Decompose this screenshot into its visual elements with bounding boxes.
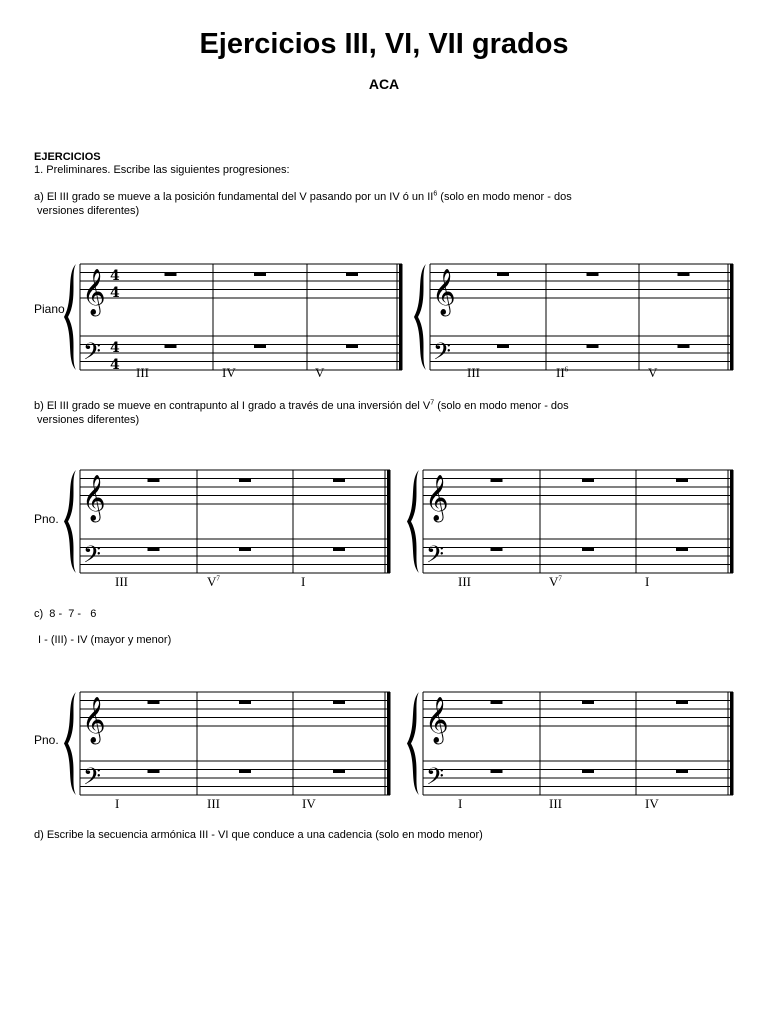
degree-label: V — [648, 365, 658, 380]
exercise-a-text-part2: (solo en modo menor - dos — [437, 191, 572, 203]
degree-label: I — [645, 574, 650, 589]
whole-rest — [165, 273, 177, 277]
bass-clef-icon: 𝄢 — [433, 337, 452, 371]
whole-rest — [676, 701, 688, 705]
whole-rest — [491, 548, 503, 552]
final-barline — [387, 692, 391, 795]
degree-label: I — [458, 796, 463, 811]
bass-clef-icon: 𝄢 — [426, 762, 445, 796]
degree-label: III — [458, 574, 471, 589]
degree-label: III — [549, 796, 562, 811]
whole-rest — [333, 479, 345, 483]
final-barline — [387, 470, 391, 573]
whole-rest — [676, 770, 688, 774]
brace — [407, 470, 419, 573]
exercise-b-text-sup: 7 — [430, 399, 435, 407]
exercise-a-text-sup: 6 — [433, 190, 438, 198]
whole-rest — [678, 345, 690, 349]
whole-rest — [333, 770, 345, 774]
degree-label: I — [115, 796, 120, 811]
degree-label: III — [115, 574, 128, 589]
treble-clef-icon: 𝄞 — [425, 697, 449, 743]
time-signature: 4 — [110, 340, 120, 356]
degree-label: III — [467, 365, 480, 380]
exercise-b-text-part2: (solo en modo menor - dos — [434, 400, 569, 412]
bass-clef-icon: 𝄢 — [83, 762, 102, 796]
time-signature: 4 — [110, 285, 120, 301]
whole-rest — [254, 345, 266, 349]
exercise-b-text-part1: b) El III grado se mueve en contrapunto al I grado a través de una inversión del V — [34, 400, 431, 412]
whole-rest — [148, 770, 160, 774]
whole-rest — [239, 479, 251, 483]
page-subtitle: ACA — [368, 76, 400, 92]
whole-rest — [491, 770, 503, 774]
final-barline — [399, 264, 403, 370]
whole-rest — [239, 770, 251, 774]
exercise-a-text-part1: a) El III grado se mueve a la posición fundamental del V pasando por un IV ó un II — [34, 191, 434, 203]
degree-label-sup: 7 — [558, 574, 562, 583]
treble-clef-icon: 𝄞 — [432, 269, 456, 315]
intro-line: 1. Preliminares. Escribe las siguientes progresiones: — [34, 164, 290, 176]
exercise-d-text: d) Escribe la secuencia armónica III - VI que conduce a una cadencia (solo en modo menor) — [34, 829, 483, 841]
treble-clef-icon: 𝄞 — [82, 269, 106, 315]
exercise-c-text-line2: I - (III) - IV (mayor y menor) — [38, 634, 172, 646]
treble-clef-icon: 𝄞 — [82, 697, 106, 743]
whole-rest — [497, 273, 509, 277]
whole-rest — [491, 701, 503, 705]
whole-rest — [239, 548, 251, 552]
exercise-c-text: c) 8 - 7 - 6 — [34, 608, 97, 620]
instrument-label-b: Pno. — [34, 512, 59, 526]
treble-clef-icon: 𝄞 — [82, 475, 106, 521]
brace — [64, 470, 76, 573]
degree-label: $II^6$ — [556, 365, 569, 380]
whole-rest — [676, 479, 688, 483]
degree-label: IV — [222, 365, 236, 380]
exercise-b-text-line2: versiones diferentes) — [34, 414, 140, 426]
brace — [407, 692, 419, 795]
whole-rest — [587, 273, 599, 277]
whole-rest — [165, 345, 177, 349]
whole-rest — [676, 548, 688, 552]
degree-label: III — [136, 365, 149, 380]
instrument-label-c: Pno. — [34, 733, 59, 747]
whole-rest — [587, 345, 599, 349]
degree-label-sup: 6 — [564, 365, 569, 374]
degree-label: III — [207, 796, 220, 811]
whole-rest — [582, 548, 594, 552]
bass-clef-icon: 𝄢 — [426, 540, 445, 574]
brace — [414, 264, 426, 370]
whole-rest — [497, 345, 509, 349]
whole-rest — [582, 701, 594, 705]
whole-rest — [333, 548, 345, 552]
final-barline — [730, 264, 734, 370]
whole-rest — [346, 345, 358, 349]
whole-rest — [239, 701, 251, 705]
whole-rest — [148, 548, 160, 552]
section-heading: EJERCICIOS — [34, 151, 101, 163]
whole-rest — [491, 479, 503, 483]
instrument-label-a: Piano — [34, 302, 65, 316]
page-title: Ejercicios III, VI, VII grados — [199, 28, 569, 60]
whole-rest — [148, 701, 160, 705]
exercise-a-text-line2: versiones diferentes) — [34, 205, 140, 217]
final-barline — [730, 470, 734, 573]
time-signature: 4 — [110, 268, 120, 284]
degree-label-sup: 7 — [216, 574, 220, 583]
bass-clef-icon: 𝄢 — [83, 337, 102, 371]
degree-label: IV — [645, 796, 659, 811]
whole-rest — [254, 273, 266, 277]
whole-rest — [148, 479, 160, 483]
bass-clef-icon: 𝄢 — [83, 540, 102, 574]
whole-rest — [582, 770, 594, 774]
whole-rest — [678, 273, 690, 277]
whole-rest — [582, 479, 594, 483]
time-signature: 4 — [110, 357, 120, 373]
treble-clef-icon: 𝄞 — [425, 475, 449, 521]
final-barline — [730, 692, 734, 795]
brace — [64, 692, 76, 795]
brace — [64, 264, 76, 370]
degree-label: I — [301, 574, 306, 589]
degree-label: $V^7$ — [207, 574, 220, 589]
whole-rest — [346, 273, 358, 277]
degree-label: IV — [302, 796, 316, 811]
whole-rest — [333, 701, 345, 705]
degree-label: V — [315, 365, 325, 380]
degree-label: $V^7$ — [549, 574, 562, 589]
